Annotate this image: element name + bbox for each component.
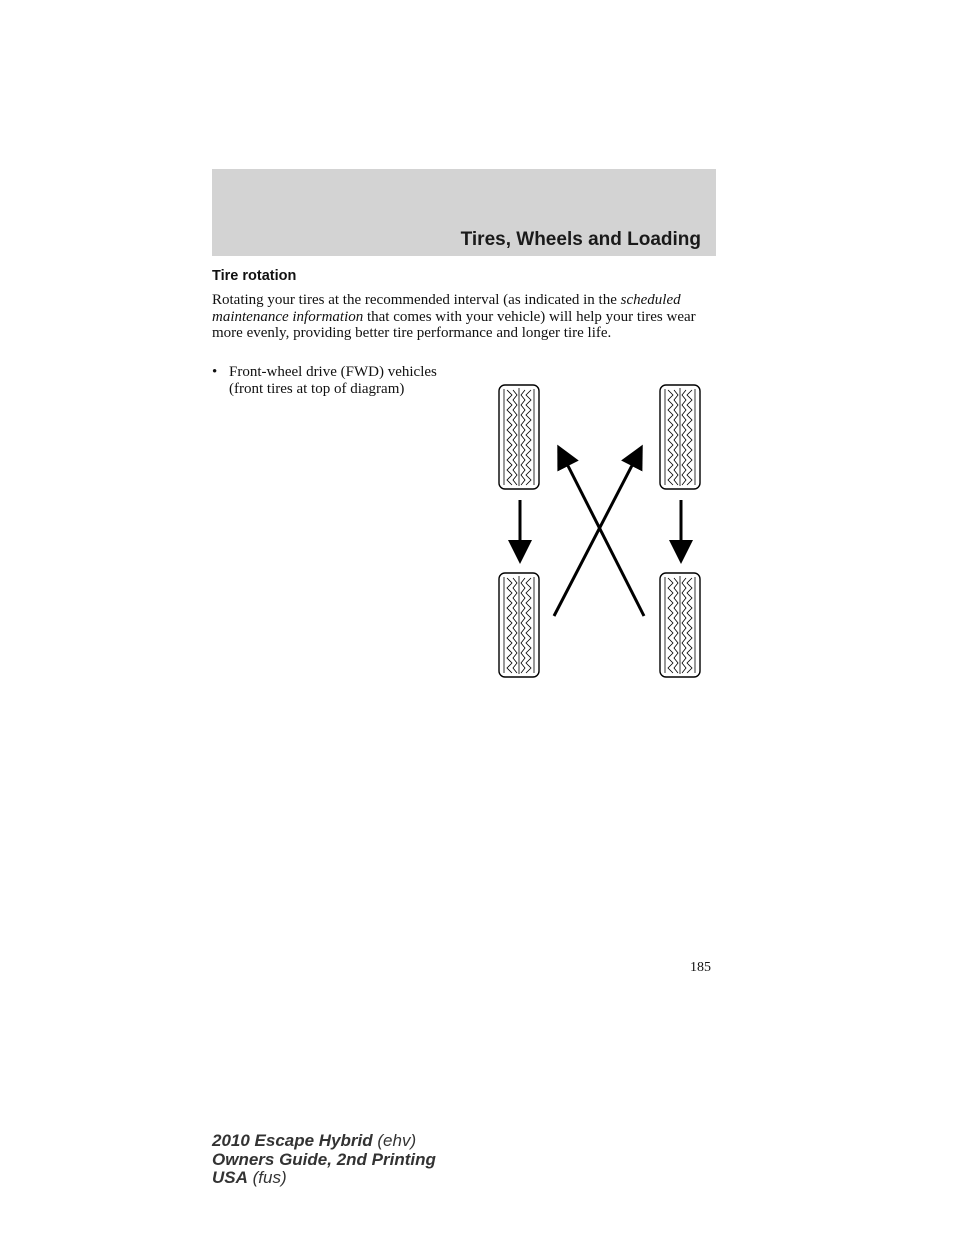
- footer-model-code: (ehv): [372, 1131, 417, 1150]
- bullet-marker: •: [212, 364, 218, 380]
- footer-market: USA: [212, 1168, 248, 1187]
- bullet-text: Front-wheel drive (FWD) vehicles (front tires at top of diagram): [229, 364, 437, 397]
- footer-model: 2010 Escape Hybrid: [212, 1131, 373, 1150]
- front-left-tire-icon: [499, 385, 539, 489]
- front-right-tire-icon: [660, 385, 700, 489]
- rear-left-to-front-right-arrow-icon: [554, 450, 640, 616]
- intro-paragraph: [212, 292, 716, 342]
- tire-rotation-diagram: [490, 378, 710, 683]
- footer-line-3: [212, 1169, 436, 1188]
- section-header-title: Tires, Wheels and Loading: [460, 229, 701, 250]
- footer-line-2: [212, 1151, 436, 1170]
- footer-printing: Owners Guide, 2nd Printing: [212, 1149, 436, 1169]
- paragraph-end: that comes with your vehicle) will help your tires wear more evenly, providing better tire performance and longer tire life.: [212, 308, 696, 341]
- section-heading: Tire rotation: [212, 268, 297, 284]
- page-number: 185: [690, 960, 711, 975]
- rear-right-to-front-left-arrow-icon: [560, 450, 644, 616]
- rear-left-tire-icon: [499, 573, 539, 677]
- section-header-band: [212, 169, 716, 256]
- footer-market-code: (fus): [247, 1168, 287, 1187]
- paragraph-italic-reference: scheduled maintenance information: [212, 292, 681, 325]
- footer-line-1: [212, 1132, 436, 1151]
- rear-right-tire-icon: [660, 573, 700, 677]
- paragraph-start: Rotating your tires at the recommended interval (as indicated in the: [212, 292, 621, 308]
- footer-edition-info: [212, 1132, 436, 1188]
